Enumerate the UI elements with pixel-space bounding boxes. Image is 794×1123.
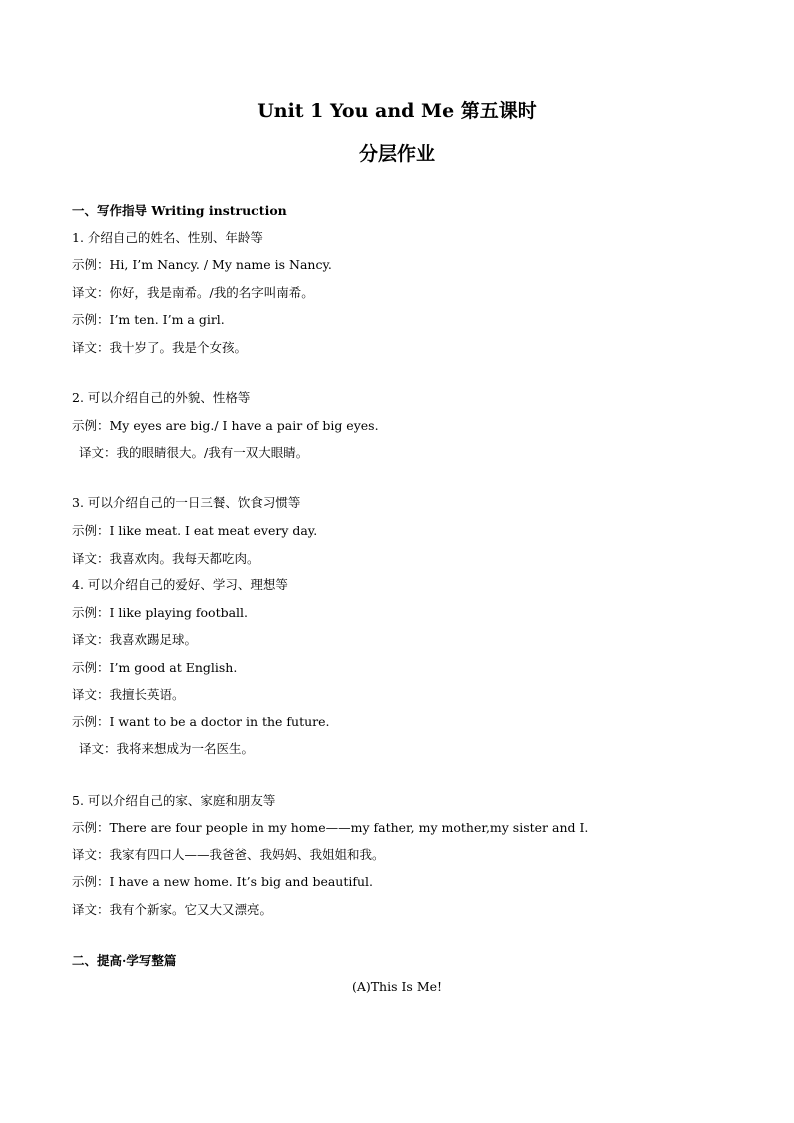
- translation-line: 译文：我的眼睛很大。/我有一双大眼睛。: [79, 445, 309, 460]
- example-line: 示例：I’m ten. I’m a girl.: [72, 312, 225, 327]
- translation-line: 译文：我有个新家。它又大又漂亮。: [72, 902, 273, 917]
- example-line: 示例：My eyes are big./ I have a pair of big eyes.: [72, 418, 379, 433]
- example-line: 示例：I have a new home. It’s big and beautiful.: [72, 874, 374, 889]
- translation-line: 译文：我喜欢踢足球。: [72, 632, 198, 647]
- section-heading-writing-instruction: 一、写作指导 Writing instruction: [72, 203, 287, 218]
- translation-line: 译文：你好，我是南希。/我的名字叫南希。: [72, 285, 314, 300]
- translation-line: 译文：我将来想成为一名医生。: [79, 741, 255, 756]
- example-line: 示例：Hi, I’m Nancy. / My name is Nancy.: [72, 257, 332, 272]
- translation-line: 译文：我擅长英语。: [72, 687, 185, 702]
- translation-line: 译文：我喜欢肉。我每天都吃肉。: [72, 551, 260, 566]
- point-1-heading: 1. 介绍自己的姓名、性别、年龄等: [72, 230, 263, 245]
- translation-line: 译文：我十岁了。我是个女孩。: [72, 340, 248, 355]
- point-5-heading: 5. 可以介绍自己的家、家庭和朋友等: [72, 793, 276, 808]
- passage-title: (A)This Is Me!: [351, 979, 443, 994]
- example-line: 示例：I like playing football.: [72, 605, 249, 620]
- example-line: 示例：There are four people in my home——my father, my mother,my sister and I.: [72, 820, 589, 835]
- section-heading-improve: 二、提高·学写整篇: [72, 953, 177, 968]
- page-title: Unit 1 You and Me 第五课时: [257, 100, 537, 122]
- point-2-heading: 2. 可以介绍自己的外貌、性格等: [72, 390, 251, 405]
- translation-line: 译文：我家有四口人——我爸爸、我妈妈、我姐姐和我。: [72, 847, 385, 862]
- example-line: 示例：I want to be a doctor in the future.: [72, 714, 330, 729]
- example-line: 示例：I like meat. I eat meat every day.: [72, 523, 318, 538]
- page-subtitle: 分层作业: [358, 143, 435, 165]
- point-3-heading: 3. 可以介绍自己的一日三餐、饮食习惯等: [72, 495, 301, 510]
- example-line: 示例：I’m good at English.: [72, 660, 238, 675]
- point-4-heading: 4. 可以介绍自己的爱好、学习、理想等: [72, 577, 288, 592]
